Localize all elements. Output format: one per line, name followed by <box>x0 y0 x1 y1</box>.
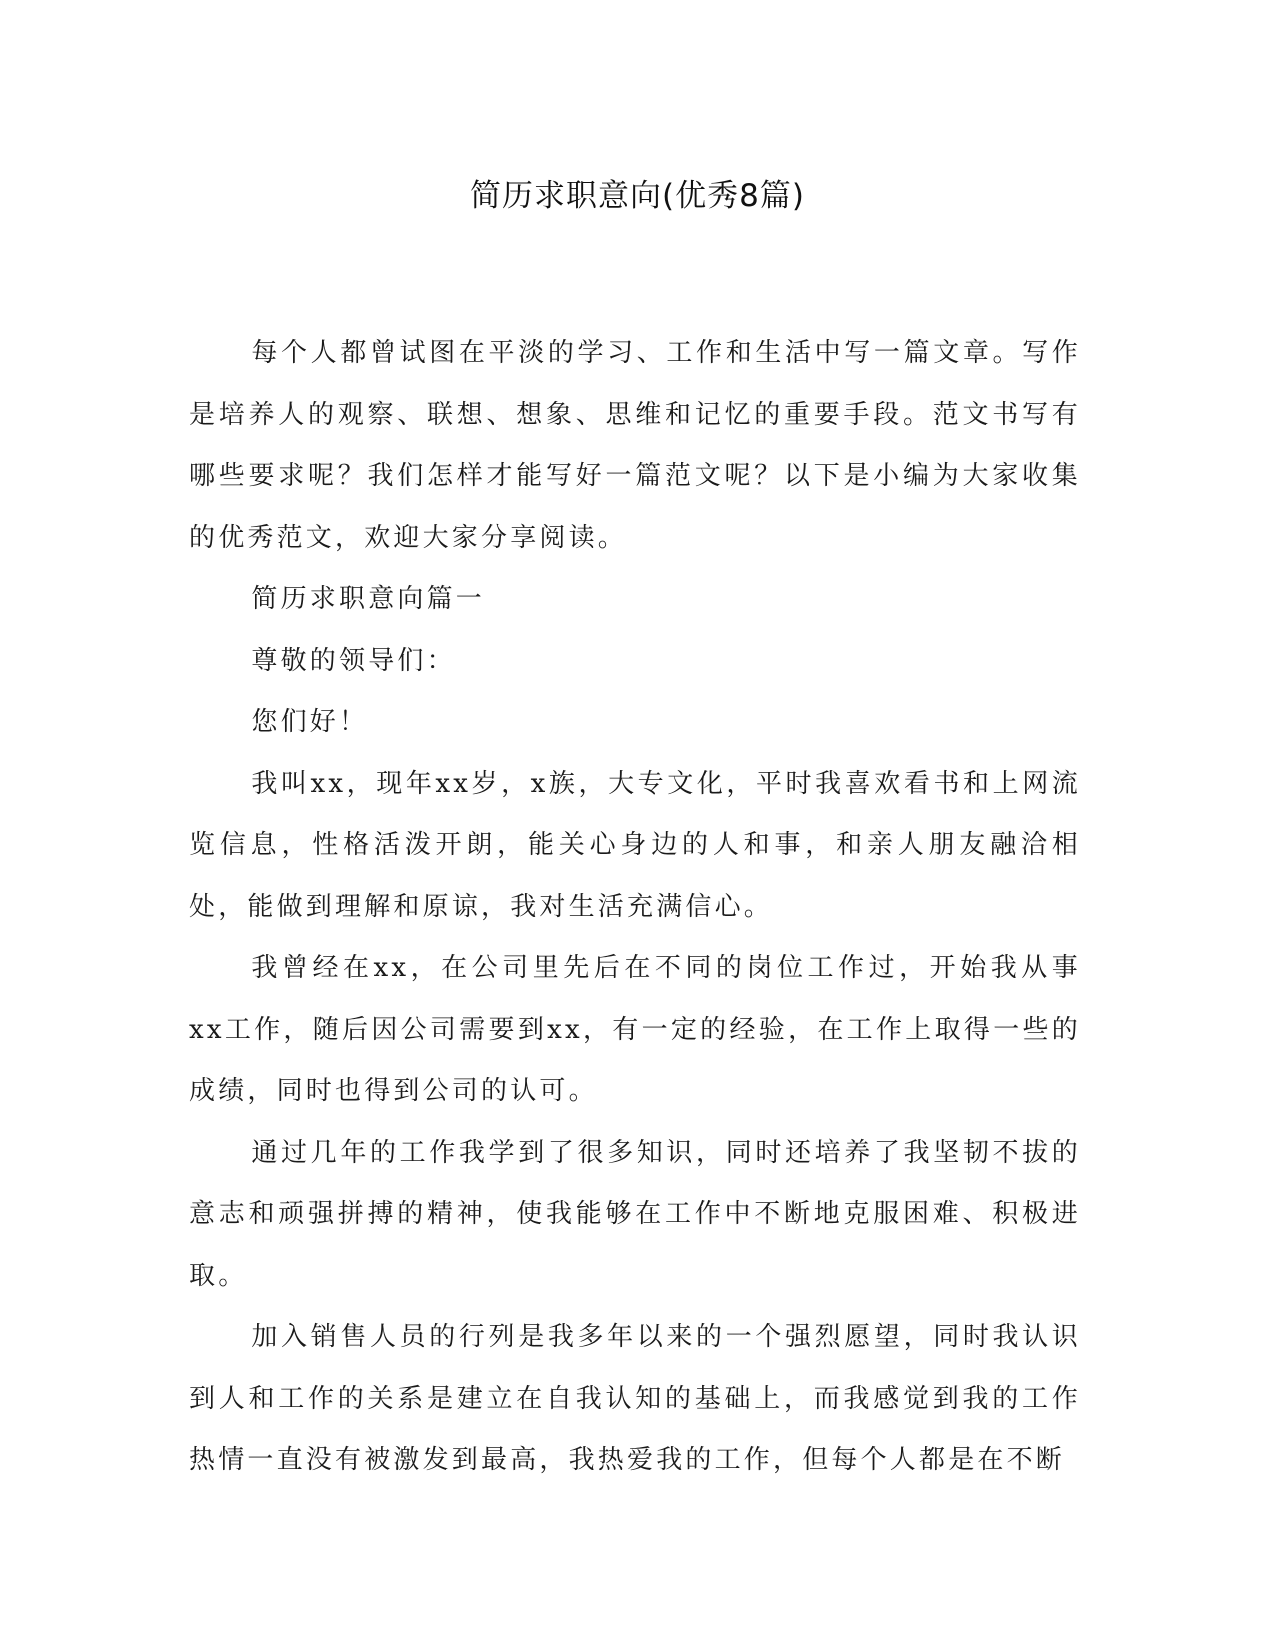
body-paragraph: 通过几年的工作我学到了很多知识，同时还培养了我坚韧不拔的意志和顽强拼搏的精神，使我能够在工作中不断地克服困难、积极进取。 <box>189 1137 1081 1291</box>
body-paragraph: 加入销售人员的行列是我多年以来的一个强烈愿望，同时我认识到人和工作的关系是建立在自我认知的基础上，而我感觉到我的工作热情一直没有被激发到最高，我热爱我的工作，但每个人都是在不断 <box>189 1322 1081 1475</box>
document-body <box>189 323 1081 1492</box>
salutation: 尊敬的领导们： <box>251 645 456 676</box>
greeting: 您们好！ <box>251 707 369 737</box>
section-heading: 简历求职意向篇一 <box>251 584 485 614</box>
intro-paragraph: 每个人都曾试图在平淡的学习、工作和生活中写一篇文章。写作是培养人的观察、联想、想象、思维和记忆的重要手段。范文书写有哪些要求呢？我们怎样才能写好一篇范文呢？以下是小编为大家收集的优秀范文，欢迎大家分享阅读。 <box>189 338 1081 553</box>
body-paragraph: 我叫xx，现年xx岁，x族，大专文化，平时我喜欢看书和上网流览信息，性格活泼开朗，能关心身边的人和事，和亲人朋友融洽相处，能做到理解和原谅，我对生活充满信心。 <box>189 768 1081 922</box>
document-title: 简历求职意向(优秀8篇) <box>470 178 805 214</box>
body-paragraph: 我曾经在xx，在公司里先后在不同的岗位工作过，开始我从事xx工作，随后因公司需要到xx，有一定的经验，在工作上取得一些的成绩，同时也得到公司的认可。 <box>189 953 1081 1106</box>
